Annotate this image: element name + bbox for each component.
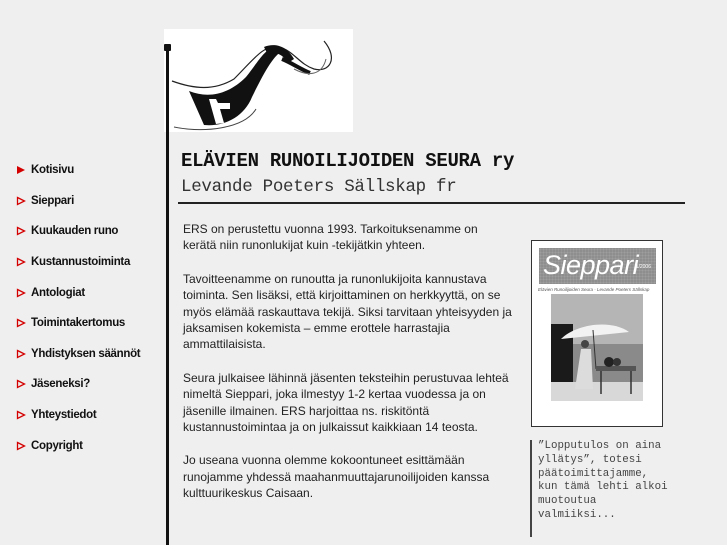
main-content xyxy=(183,221,513,518)
nav-item-antologiat[interactable] xyxy=(16,277,140,308)
nav-label: Antologiat xyxy=(31,286,85,299)
play-outline-icon xyxy=(16,226,26,236)
nav-item-toimintakertomus[interactable] xyxy=(16,308,140,339)
pull-quote xyxy=(530,440,705,537)
play-outline-icon xyxy=(16,288,26,298)
nav-item-sieppari[interactable] xyxy=(16,186,140,217)
nav-label: Yhteystiedot xyxy=(31,409,97,422)
play-outline-icon xyxy=(16,441,26,451)
nav-label: Copyright xyxy=(31,439,83,452)
nav-item-jaseneksi[interactable] xyxy=(16,369,140,400)
nav-label: Toimintakertomus xyxy=(31,317,126,330)
sieppari-cover-image[interactable] xyxy=(531,240,663,427)
header-divider xyxy=(178,202,685,204)
nav-label: Yhdistyksen säännöt xyxy=(31,347,141,360)
quote-line: yllätys”, totesi xyxy=(538,453,642,466)
nav-item-kuukauden-runo[interactable] xyxy=(16,216,140,247)
page-title: ELÄVIEN RUNOILIJOIDEN SEURA ry xyxy=(181,150,515,172)
play-outline-icon xyxy=(16,410,26,420)
play-outline-icon xyxy=(16,196,26,206)
sidebar-nav xyxy=(16,155,140,461)
quote-line: muotoutua xyxy=(538,495,597,508)
page-subtitle: Levande Poeters Sällskap fr xyxy=(181,177,457,197)
cover-issue: 1/2006 xyxy=(635,264,651,270)
nav-label: Sieppari xyxy=(31,194,74,207)
nav-item-yhdistyksen-saannot[interactable] xyxy=(16,339,140,370)
play-outline-icon xyxy=(16,349,26,359)
nav-label: Kuukauden runo xyxy=(31,225,119,238)
nav-item-yhteystiedot[interactable] xyxy=(16,400,140,431)
nav-label: Kotisivu xyxy=(31,164,74,177)
nav-item-kotisivu[interactable] xyxy=(16,155,140,186)
intro-paragraph: ERS on perustettu vuonna 1993. Tarkoituksenamme on kerätä niin runonlukijat kuin -tekijätkin yhteen. xyxy=(183,222,478,253)
publications-paragraph: Seura julkaisee lähinnä jäsenten teksteihin perustuvaa lehteä nimeltä Sieppari, joka ilmestyy 1-2 kertaa vuodessa ja on jäsenille ilmainen. ERS harjoittaa ns. riskitöntä kustannustoimintaa ja on julkaissut kaikkiaan 14 teosta. xyxy=(183,370,509,435)
cover-subtitle: Elävien Runoilijoiden Seura · Levande Poeters Sällskap xyxy=(538,287,650,292)
cover-masthead xyxy=(539,248,656,284)
play-outline-icon xyxy=(16,318,26,328)
quote-line: valmiiksi... xyxy=(538,508,616,521)
umbrella-photo-icon xyxy=(551,294,643,401)
nav-label: Kustannustoiminta xyxy=(31,256,131,269)
quote-line: päätoimittajamme, xyxy=(538,467,649,480)
nav-label: Jäseneksi? xyxy=(31,378,91,391)
goals-paragraph: Tavoitteenamme on runoutta ja runonlukijoita kannustava toiminta. Sen lisäksi, että kirjoittaminen on herkkyyttä, on se myös elämää raskauttava tekijä. Siksi tarvitaan yhteisyyden ja jaksamisen kokemista – emme erottele harrastajia ammattilaisista. xyxy=(183,271,512,352)
quote-line: ”Lopputulos on aina xyxy=(538,440,662,452)
logo[interactable] xyxy=(164,29,353,132)
vertical-divider xyxy=(166,47,169,545)
events-paragraph: Jo useana vuonna olemme kokoontuneet esittämään runojamme yhdessä maahanmuuttajarunoilijoiden kanssa kulttuurikeskus Caisaan. xyxy=(183,453,490,501)
cover-title: Sieppari xyxy=(543,250,639,280)
ers-logo-icon xyxy=(164,29,353,132)
play-outline-icon xyxy=(16,257,26,267)
nav-item-kustannustoiminta[interactable] xyxy=(16,247,140,278)
play-filled-icon xyxy=(16,165,26,175)
nav-item-copyright[interactable] xyxy=(16,430,140,461)
quote-line: kun tämä lehti alkoi xyxy=(538,481,668,494)
cover-photo xyxy=(551,294,643,401)
play-outline-icon xyxy=(16,379,26,389)
